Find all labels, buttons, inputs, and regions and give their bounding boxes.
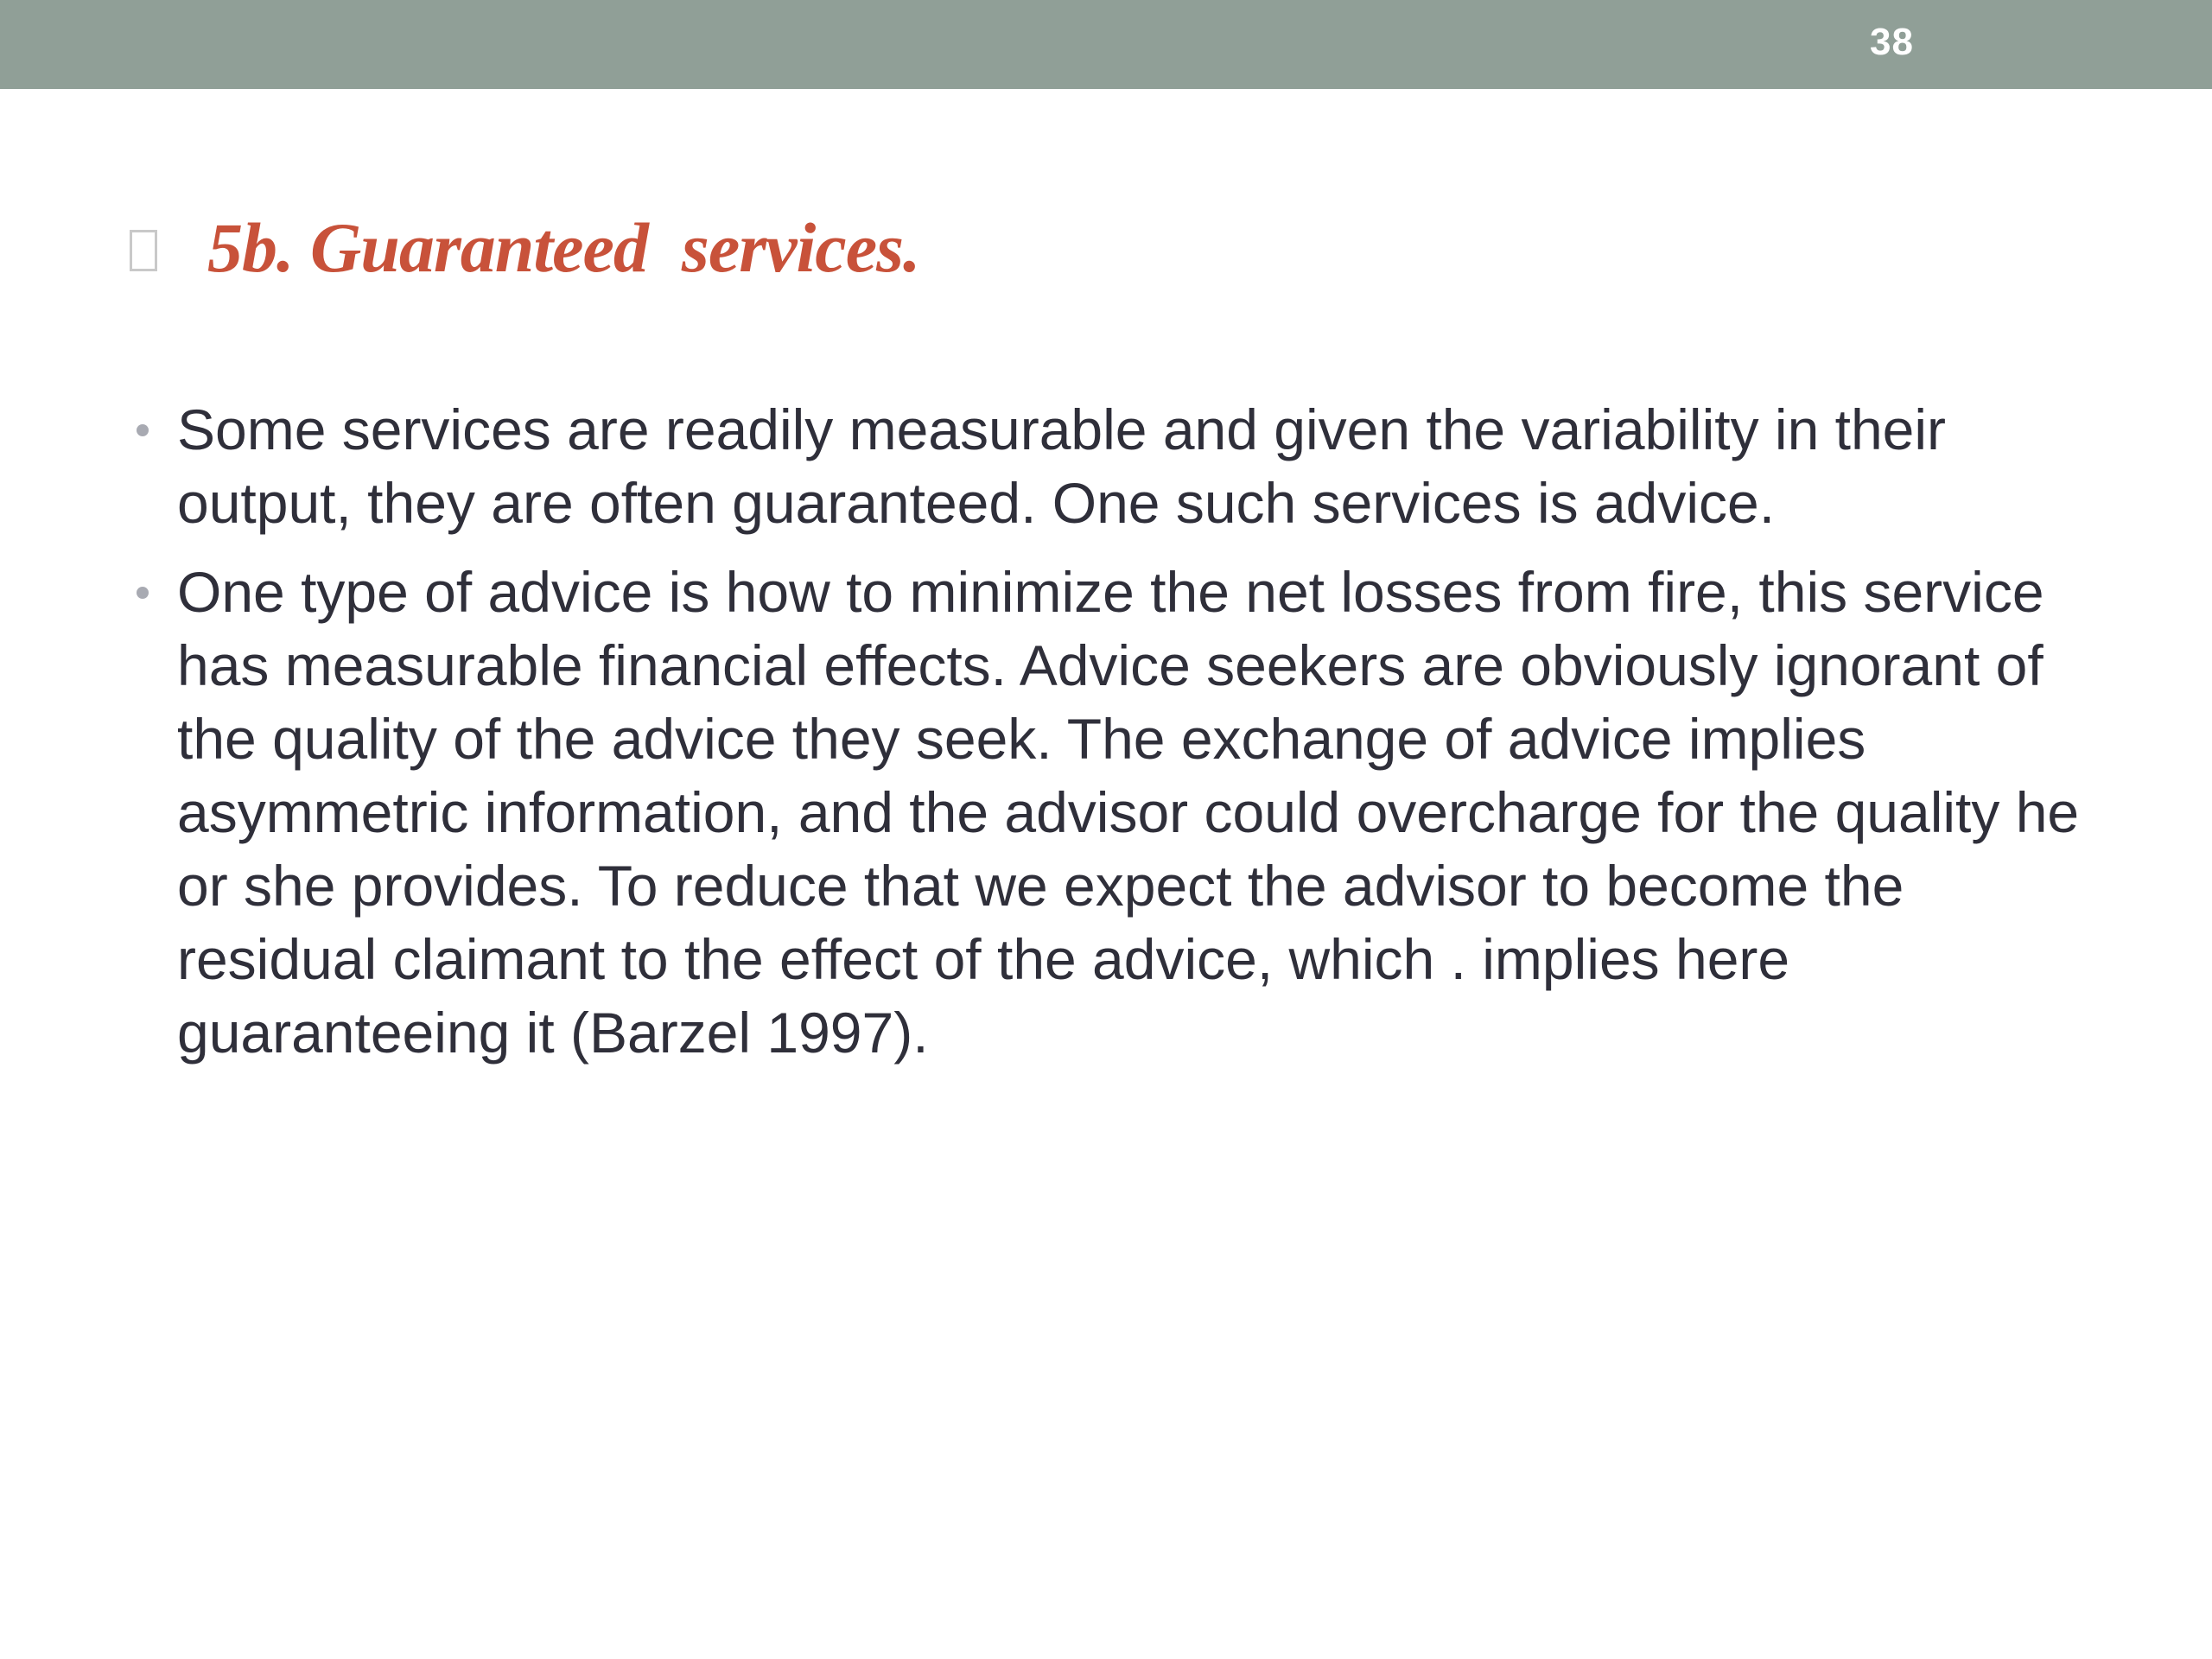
bullet-dot-icon bbox=[137, 587, 149, 599]
bullet-text: One type of advice is how to minimize the net losses from fire, this service has measurable financial effects. Advice seekers are obviously ignorant of the quality of the advice they seek. The exchange of advice implies asymmetric information, and the advisor could overcharge for the quality he or she provides. To reduce that we expect the advisor to become the residual claimant to the effect of the advice, which . implies here guaranteeing it (Barzel 1997). bbox=[177, 560, 2080, 1065]
checkbox-glyph-icon bbox=[130, 230, 157, 271]
bullet-dot-icon bbox=[137, 424, 149, 436]
header-band bbox=[0, 0, 2212, 89]
slide-number: 38 bbox=[1870, 21, 1914, 63]
bullet-item bbox=[130, 556, 2100, 1070]
slide-heading: 5b. Guaranteed services. bbox=[207, 208, 920, 287]
bullet-item bbox=[130, 393, 2100, 540]
bullet-text: Some services are readily measurable and given the variability in their output, they are often guaranteed. One such services is advice. bbox=[177, 397, 1946, 535]
bullet-list bbox=[130, 393, 2100, 1085]
heading-row bbox=[130, 207, 920, 289]
